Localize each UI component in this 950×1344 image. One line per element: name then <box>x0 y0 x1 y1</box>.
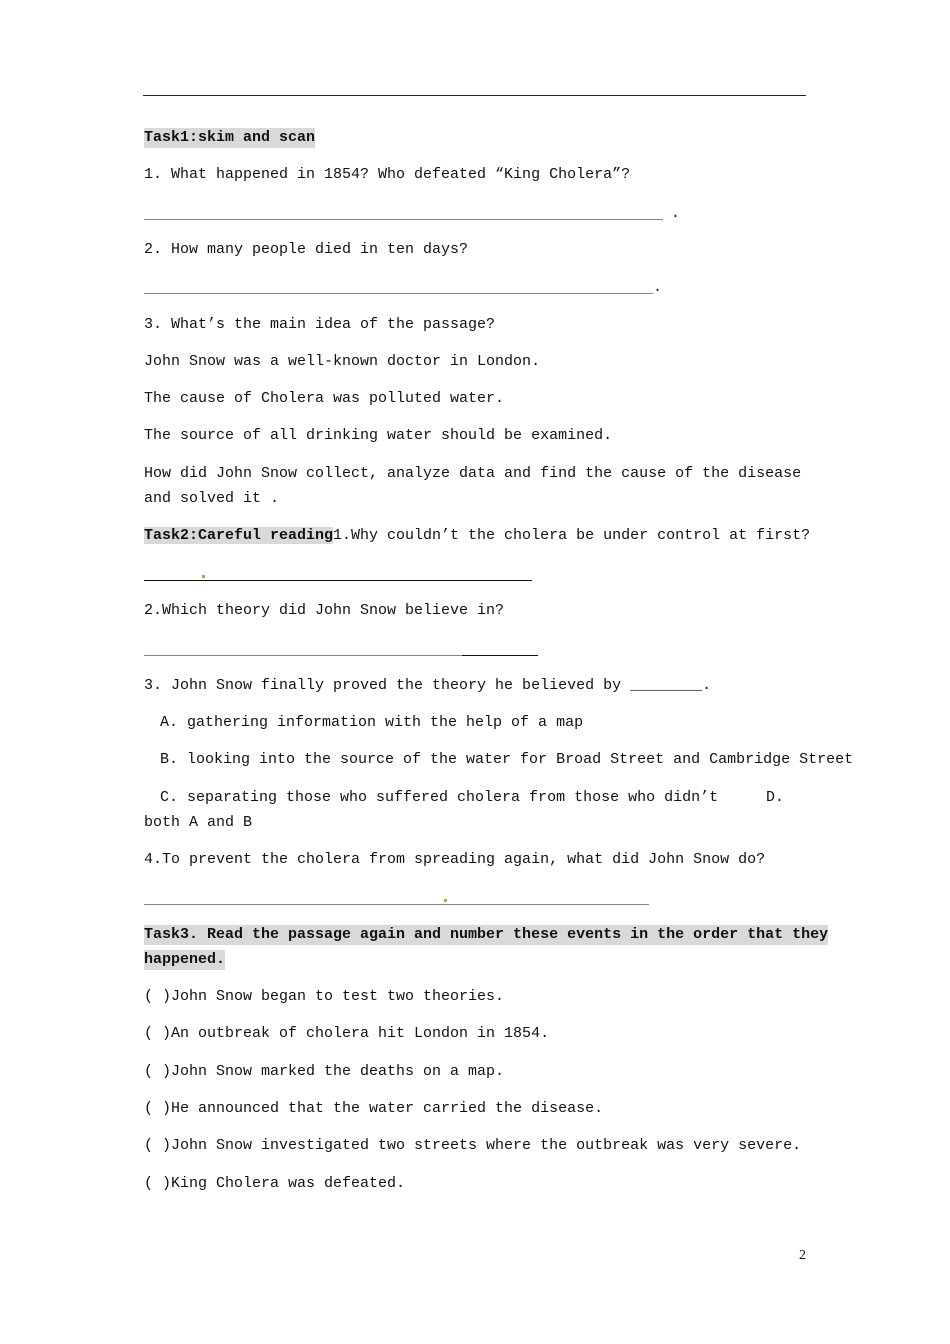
event-item-3: ( )John Snow marked the deaths on a map. <box>144 1063 505 1080</box>
task1-heading: Task1:skim and scan <box>144 129 316 146</box>
answer-blank-5[interactable] <box>144 904 649 905</box>
choice-d: both A and B <box>144 814 253 831</box>
answer-blank-4-end <box>462 655 538 656</box>
main-idea-option-1: John Snow was a well-known doctor in London. <box>144 353 541 370</box>
answer-blank-2-period: . <box>653 279 663 296</box>
margin-mark <box>202 575 205 578</box>
task2-heading: Task2:Careful reading <box>144 527 334 544</box>
task1-question-1: 1. What happened in 1854? Who defeated “King Cholera”? <box>144 166 631 183</box>
task2-question-1-row <box>144 526 810 546</box>
choice-d-label: D. <box>766 789 785 806</box>
event-item-2: ( )An outbreak of cholera hit London in 1854. <box>144 1025 550 1042</box>
main-idea-option-4: How did John Snow collect, analyze data and find the cause of the disease and solved it . <box>144 465 802 507</box>
answer-blank-4[interactable] <box>144 655 462 656</box>
main-idea-option-2: The cause of Cholera was polluted water. <box>144 390 505 407</box>
event-item-4: ( )He announced that the water carried the disease. <box>144 1100 604 1117</box>
choice-c: C. separating those who suffered cholera from those who didn’t <box>160 789 719 806</box>
task1-question-3: 3. What’s the main idea of the passage? <box>144 316 496 333</box>
event-item-5: ( )John Snow investigated two streets where the outbreak was very severe. <box>144 1137 802 1154</box>
task2-question-2: 2.Which theory did John Snow believe in? <box>144 602 505 619</box>
task3-heading-line-1: Task3. Read the passage again and number these events in the order that they <box>144 926 829 943</box>
choice-b: B. looking into the source of the water for Broad Street and Cambridge Street <box>160 751 854 768</box>
task1-question-2: 2. How many people died in ten days? <box>144 241 469 258</box>
event-item-6: ( )King Cholera was defeated. <box>144 1175 406 1192</box>
task2-question-1: 1.Why couldn’t the cholera be under control at first? <box>333 527 811 544</box>
task3-heading-line-2: happened. <box>144 951 226 968</box>
answer-blank-2[interactable] <box>144 293 653 294</box>
answer-blank-1-period: . <box>671 205 681 222</box>
task2-question-3: 3. John Snow finally proved the theory he believed by ________. <box>144 677 712 694</box>
event-item-1: ( )John Snow began to test two theories. <box>144 988 505 1005</box>
page-number: 2 <box>799 1248 806 1263</box>
choice-a: A. gathering information with the help of a map <box>160 714 584 731</box>
main-idea-option-3: The source of all drinking water should be examined. <box>144 427 613 444</box>
task2-question-4: 4.To prevent the cholera from spreading again, what did John Snow do? <box>144 851 766 868</box>
answer-blank-1[interactable] <box>144 219 663 220</box>
header-rule <box>143 95 806 96</box>
margin-mark <box>444 899 447 902</box>
answer-blank-3[interactable] <box>144 580 532 581</box>
